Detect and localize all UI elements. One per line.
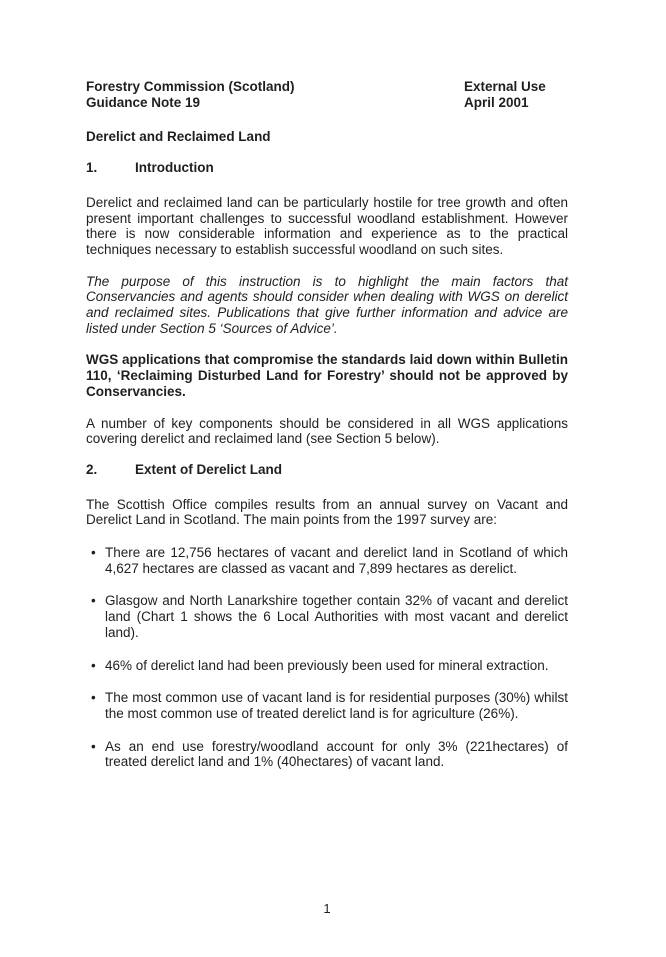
paragraph: A number of key components should be considered in all WGS applications covering derelict and reclaimed land (see Section 5 below). (86, 415, 568, 447)
bullet-icon: • (91, 593, 96, 609)
paragraph: Derelict and reclaimed land can be particularly hostile for tree growth and often present important challenges to successful woodland establishment. However there is now considerable information and experience as to the practical techniques necessary to establish successful woodland on such sites. (86, 194, 568, 257)
section-number: 2. (86, 461, 98, 477)
bullet-text: 46% of derelict land had been previously been used for mineral extraction. (105, 657, 549, 673)
document-header (86, 79, 568, 110)
section-2-heading (86, 462, 568, 478)
bullet-text: Glasgow and North Lanarkshire together contain 32% of vacant and derelict land (Chart 1 shows the 6 Local Authorities with most vacant and derelict land). (105, 593, 568, 640)
bullet-item (86, 739, 568, 770)
bullet-text: The most common use of vacant land is for residential purposes (30%) whilst the most common use of treated derelict land is for agriculture (26%). (105, 690, 568, 721)
header-right (464, 79, 546, 110)
bullet-item (86, 593, 568, 640)
bullet-icon: • (91, 738, 96, 754)
bullet-item (86, 545, 568, 576)
header-date: April 2001 (464, 94, 529, 110)
header-use-label: External Use (464, 79, 546, 94)
section-heading-text: Introduction (135, 160, 214, 176)
page-content (86, 79, 568, 770)
document-body (86, 160, 568, 770)
header-guidance-note: Guidance Note 19 (86, 94, 201, 110)
header-organisation: Forestry Commission (Scotland) (86, 79, 295, 94)
section-number: 1. (86, 160, 98, 176)
document-title: Derelict and Reclaimed Land (86, 129, 271, 145)
bullet-list (86, 545, 568, 770)
section-2 (86, 462, 568, 770)
section-1-heading (86, 160, 568, 176)
paragraph: The Scottish Office compiles results from an annual survey on Vacant and Derelict Land in Scotland. The main points from the 1997 survey are: (86, 496, 568, 528)
bullet-icon: • (91, 690, 96, 706)
bullet-item (86, 690, 568, 721)
bullet-icon: • (91, 545, 96, 561)
page-number: 1 (323, 901, 331, 916)
section-heading-text: Extent of Derelict Land (135, 461, 283, 477)
bullet-item (86, 658, 568, 674)
bullet-text: There are 12,756 hectares of vacant and derelict land in Scotland of which 4,627 hectares are classed as vacant and 7,899 hectares as derelict. (105, 545, 568, 576)
section-1 (86, 160, 568, 447)
paragraph: WGS applications that compromise the standards laid down within Bulletin 110, ‘Reclaiming Disturbed Land for Forestry’ should not be approved by Conservancies. (86, 352, 568, 399)
bullet-text: As an end use forestry/woodland account for only 3% (221hectares) of treated derelict land and 1% (40hectares) of vacant land. (105, 738, 568, 770)
paragraph: The purpose of this instruction is to highlight the main factors that Conservancies and agents should consider when dealing with WGS on derelict and reclaimed sites. Publications that give further information and advice are listed under Section 5 ‘Sources of Advice’. (86, 273, 568, 336)
bullet-icon: • (91, 657, 96, 673)
